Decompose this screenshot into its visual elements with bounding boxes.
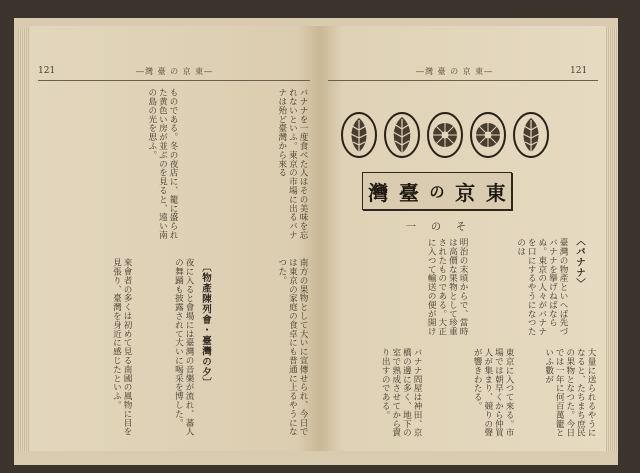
left-top-column-2: ものである。冬の夜店に、籠に盛られた黄色い房が並ぶのを見ると、遠い南の島の光を思ふ。 [146, 88, 178, 240]
leaf-emblem-icon [512, 110, 550, 160]
right-running-head: ―灣 臺 の 京 東― [416, 67, 494, 76]
chrysanthemum-emblem-icon [469, 110, 507, 160]
title-char: 臺 [398, 180, 419, 205]
subtitle-char: 一 [406, 222, 416, 233]
right-page [320, 26, 606, 451]
right-page-edge [604, 28, 618, 451]
right-header-rule [328, 80, 598, 81]
left-page-edge [18, 28, 30, 451]
right-column-4: 東京に入つて來る。市場では朝早くから仲買人が集まり、競りの聲が響きわたる。 [472, 348, 514, 437]
emblem-row [340, 110, 552, 164]
article-subtitle [406, 218, 466, 233]
left-page-number: 121 [38, 66, 56, 76]
left-running-head: ―灣 臺 の 京 東― [136, 67, 214, 76]
right-column-5: バナナ問屋は神田、京橋の邊に多く、地下の室で熟成させてから賣り出すのである。 [380, 348, 422, 437]
article-title [362, 172, 512, 210]
right-column-3: 大量に送られるやうになると、たちまち庶民の果物となつた。今日では一年に何百萬籠といふ數が [543, 348, 596, 437]
left-bottom-column-1: 南方の果物として大いに宣傳せられ、今日では東京の家庭の食卓にも普通に上るやうになつた。 [276, 258, 308, 436]
left-bottom-column-2: 夜に入ると會場には臺灣の音樂が流れ、蕃人の舞踊も披露されて大いに喝采を博した。 [173, 258, 194, 436]
subtitle-char: そ [456, 222, 466, 233]
title-char: の [429, 182, 445, 201]
right-column-2: 明治の末頃からで、當時は高價な果物として珍重されたものである。大正に入つて輸送の便が開け [426, 238, 468, 336]
subtitle-char: の [431, 222, 441, 233]
title-char: 東 [485, 180, 506, 205]
left-top-column-1: バナナを一度食べた人はその美味を忘れないといふ。東京の市場に出るバナナは殆ど臺灣から來る [276, 88, 308, 240]
book-spread [14, 18, 618, 465]
left-bottom-column-3: 來會者の多くは初めて見る南國の風物に目を見張り、臺灣を身近に感じたといふ。 [111, 258, 132, 436]
leaf-emblem-icon [340, 110, 378, 160]
left-section-heading: 〔物產陳列會・臺灣の夕〕 [200, 262, 211, 388]
right-column-1: 臺灣の物產といへば先づバナナを擧げねばならぬ。東京の人々がバナナを口にするやうになつたのは [515, 238, 568, 336]
section-label-banana: 〈バナナ〉 [574, 236, 585, 289]
right-page-number: 121 [570, 66, 588, 76]
left-page [30, 26, 320, 451]
left-header-rule [38, 80, 310, 81]
leaf-emblem-icon [383, 110, 421, 160]
title-char: 灣 [368, 180, 389, 205]
chrysanthemum-emblem-icon [426, 110, 464, 160]
title-char: 京 [455, 180, 476, 205]
